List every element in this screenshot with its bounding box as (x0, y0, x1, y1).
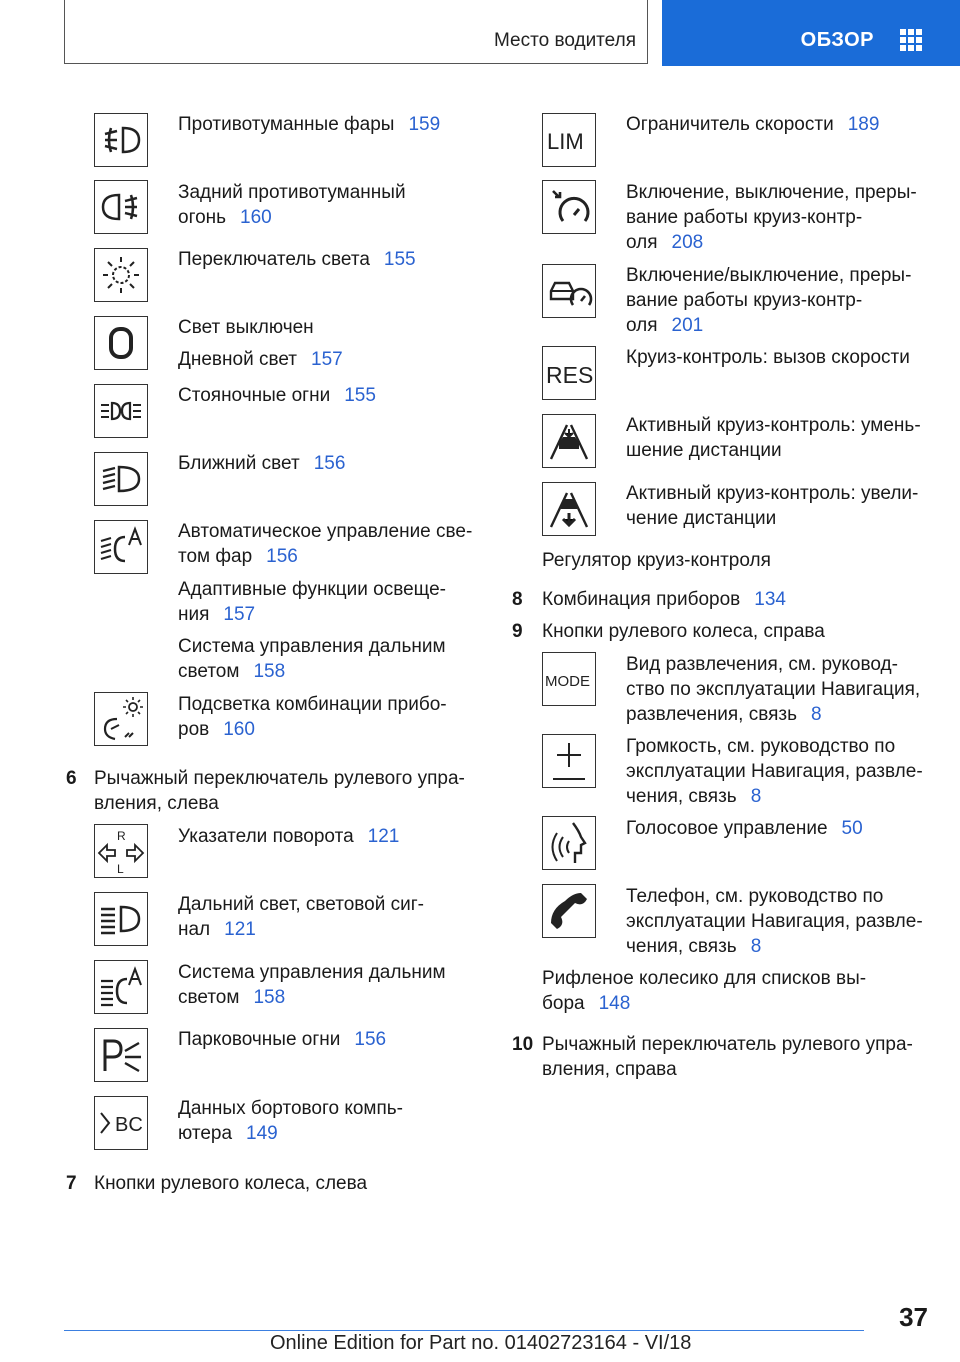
page-link[interactable]: 158 (253, 661, 286, 682)
page-number: 37 (899, 1302, 928, 1332)
section-title: Место водителя (494, 30, 636, 51)
page-header (0, 0, 960, 66)
item-number: 9 (512, 621, 523, 642)
volume-icon (542, 734, 596, 788)
parking-lights-icon (94, 384, 148, 438)
front-fog-icon (94, 113, 148, 167)
distance-increase-icon (542, 482, 596, 536)
svg-text:R: R (117, 829, 126, 843)
speed-limiter-label: Ограничитель скорости 189 (626, 114, 880, 135)
overview-tab-label: ОБЗОР (800, 29, 874, 51)
light-switch-icon (94, 248, 148, 302)
instrument-lighting-label: Подсветка комбинации прибо- ров 160 (178, 694, 447, 740)
svg-text:L: L (117, 862, 124, 876)
page-link[interactable]: 121 (224, 919, 256, 940)
page-link[interactable]: 148 (598, 993, 631, 1014)
daytime-light-label: Дневной свет 157 (178, 349, 343, 370)
bc-label: Данных бортового компь- ютера 149 (178, 1098, 403, 1144)
cruise-on-off-label: Включение, выключение, преры- вание работы круиз-контр- оля 208 (626, 182, 917, 253)
page-link[interactable]: 155 (344, 385, 376, 406)
footer-text: Online Edition for Part no. 01402723164 - VI/18 (270, 1332, 692, 1354)
parking-light-label: Парковочные огни 156 (178, 1029, 387, 1050)
page-link[interactable]: 134 (754, 589, 786, 610)
light-switch-label: Переключатель света 155 (178, 249, 416, 270)
low-beam-label: Ближний свет 156 (178, 453, 346, 474)
svg-text:BC: BC (115, 1114, 143, 1136)
voice-control-icon (542, 816, 596, 870)
lim-icon (542, 113, 596, 167)
distance-increase-label: Активный круиз-контроль: увели- чение дистанции (626, 483, 919, 529)
auto-headlight-label-1: Автоматическое управление све- том фар 156 (178, 521, 473, 567)
page-link[interactable]: 156 (266, 546, 298, 567)
auto-headlight-label-2: Адаптивные функции освеще- ния 157 (178, 579, 446, 625)
svg-text:MODE: MODE (545, 673, 590, 690)
grid-icon (900, 29, 922, 51)
page-link[interactable]: 8 (750, 936, 762, 957)
page-link[interactable]: 8 (750, 786, 762, 807)
rear-fog-label: Задний противотуманный огонь 160 (178, 182, 406, 228)
page-link[interactable]: 156 (313, 453, 346, 474)
high-beam-assist-label: Система управления дальним светом 158 (178, 962, 446, 1008)
bc-icon (94, 1096, 148, 1150)
item9-label: Кнопки рулевого колеса, справа (542, 621, 825, 642)
page-link[interactable]: 149 (246, 1123, 278, 1144)
page-link[interactable]: 8 (811, 704, 822, 725)
page-link[interactable]: 160 (240, 207, 272, 228)
cruise-distance-label: Включение/выключение, преры- вание работы круиз-контр- оля 201 (626, 265, 912, 336)
light-off-icon (94, 316, 148, 370)
page-link[interactable]: 50 (841, 818, 863, 839)
high-beam-assist-icon (94, 960, 148, 1014)
page-link[interactable]: 189 (847, 114, 880, 135)
instrument-lighting-icon (94, 692, 148, 746)
page-link[interactable]: 157 (311, 349, 343, 370)
item6-label: Рычажный переключатель рулевого упра- вления, слева (94, 768, 465, 814)
thumbwheel-label: Рифленое колесико для списков вы- бора 148 (542, 968, 867, 1014)
distance-decrease-label: Активный круиз-контроль: умень- шение дистанции (626, 415, 921, 461)
rear-fog-icon (94, 180, 148, 234)
front-fog-label: Противотуманные фары 159 (178, 114, 441, 135)
high-beam-label: Дальний свет, световой сиг- нал 121 (178, 894, 424, 940)
auto-headlight-label-3: Система управления дальним светом 158 (178, 636, 446, 682)
turn-signal-icon (94, 824, 148, 878)
page-link[interactable]: 201 (671, 315, 704, 336)
cruise-on-off-icon (542, 180, 596, 234)
item-number: 8 (512, 589, 523, 610)
page-link[interactable]: 155 (383, 249, 416, 270)
cruise-regulator-label: Регулятор круиз-контроля (542, 550, 771, 571)
volume-label: Громкость, см. руководство по эксплуатации Навигация, развле- чения, связь 8 (626, 736, 923, 807)
item10-label: Рычажный переключатель рулевого упра- вления, справа (542, 1034, 913, 1080)
item7-label: Кнопки рулевого колеса, слева (94, 1173, 368, 1194)
voice-control-label: Голосовое управление 50 (626, 818, 863, 839)
light-off-label: Свет выключен (178, 317, 314, 338)
page-link[interactable]: 159 (408, 114, 441, 135)
phone-label: Телефон, см. руководство по эксплуатации Навигация, развле- чения, связь 8 (626, 886, 923, 957)
auto-headlight-icon (94, 520, 148, 574)
item-number: 6 (66, 768, 77, 789)
svg-text:LIM: LIM (547, 129, 584, 154)
low-beam-icon (94, 452, 148, 506)
mode-icon (542, 652, 596, 706)
page-link[interactable]: 208 (671, 232, 704, 253)
page-link[interactable]: 158 (253, 987, 286, 1008)
parking-lights-label: Стояночные огни 155 (178, 385, 376, 406)
svg-text:RES: RES (546, 362, 594, 388)
item-number: 7 (66, 1173, 77, 1194)
footer-divider (64, 1330, 864, 1331)
cruise-resume-label: Круиз-контроль: вызов скорости (626, 347, 910, 368)
phone-icon (542, 884, 596, 938)
page-link[interactable]: 160 (223, 719, 255, 740)
cruise-distance-icon (542, 264, 596, 318)
res-icon (542, 346, 596, 400)
item8-label: Комбинация приборов 134 (542, 589, 786, 610)
high-beam-icon (94, 892, 148, 946)
turn-signal-label: Указатели поворота 121 (178, 826, 400, 847)
mode-label: Вид развлечения, см. руковод- ство по эксплуатации Навигация, развлечения, связь 8 (626, 654, 921, 725)
page-link[interactable]: 157 (223, 604, 256, 625)
item-number: 10 (512, 1034, 534, 1055)
page-link[interactable]: 121 (367, 826, 400, 847)
distance-decrease-icon (542, 414, 596, 468)
parking-light-icon (94, 1028, 148, 1082)
overview-tab[interactable] (662, 0, 960, 66)
page-link[interactable]: 156 (354, 1029, 387, 1050)
